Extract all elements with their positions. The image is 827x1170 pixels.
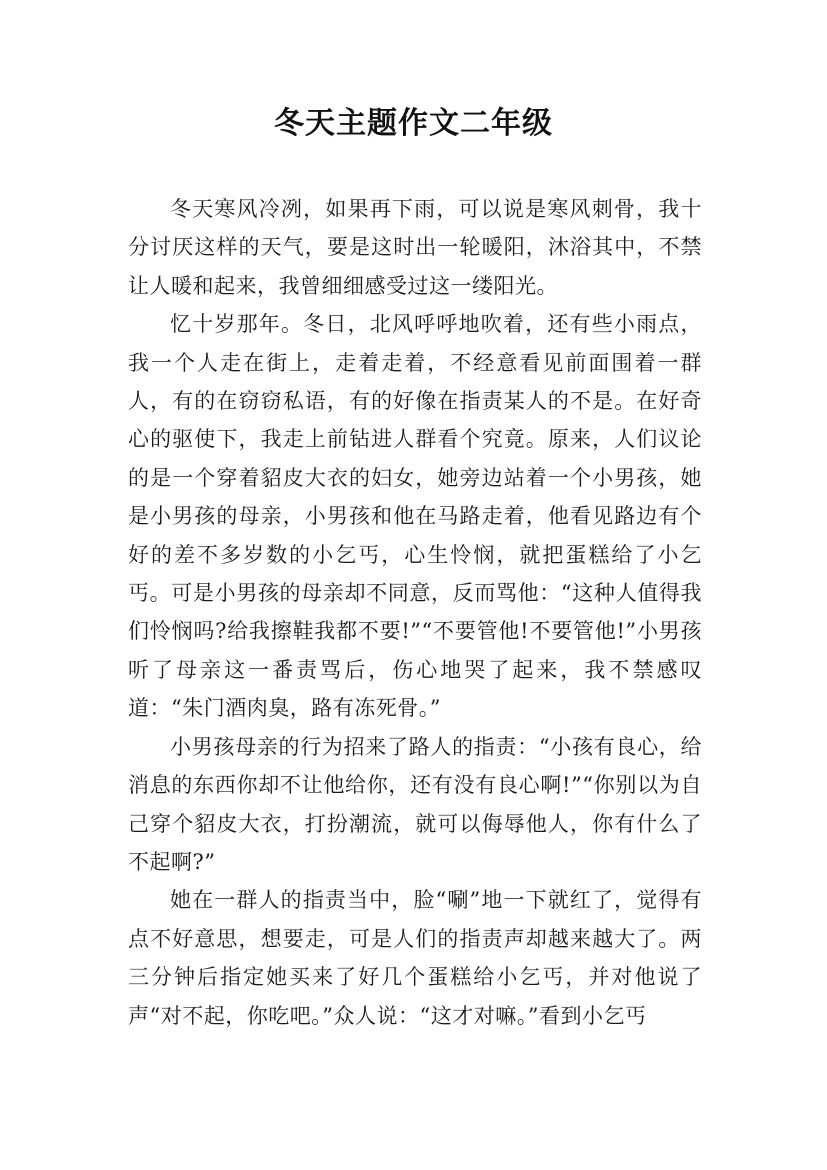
paragraph-4: 她在一群人的指责当中，脸“唰”地一下就红了，觉得有点不好意思，想要走，可是人们的指责声却越来越大了。两三分钟后指定她买来了好几个蛋糕给小乞丐，并对他说了声“对不起，你吃吧。”众人说：“这才对嘛。”看到小乞丐 [128,888,702,1028]
paragraph-1: 冬天寒风冷冽，如果再下雨，可以说是寒风刺骨，我十分讨厌这样的天气，要是这时出一轮暖阳，沐浴其中，不禁让人暖和起来，我曾细细感受过这一缕阳光。 [128,197,702,298]
document-title: 冬天主题作文二年级 [274,106,553,141]
document-body [128,190,702,1035]
paragraph-3: 小男孩母亲的行为招来了路人的指责：“小孩有良心，给消息的东西你却不让他给你，还有没有良心啊!”“你别以为自己穿个貂皮大衣，打扮潮流，就可以侮辱他人，你有什么了不起啊?” [128,734,702,874]
paragraph-2: 忆十岁那年。冬日，北风呼呼地吹着，还有些小雨点，我一个人走在街上，走着走着，不经意看见前面围着一群人，有的在窃窃私语，有的好像在指责某人的不是。在好奇心的驱使下，我走上前钻进人群看个究竟。原来，人们议论的是一个穿着貂皮大衣的妇女，她旁边站着一个小男孩，她是小男孩的母亲，小男孩和他在马路走着，他看见路边有个好的差不多岁数的小乞丐，心生怜悯，就把蛋糕给了小乞丐。可是小男孩的母亲却不同意，反而骂他：“这种人值得我们怜悯吗?给我擦鞋我都不要!”“不要管他!不要管他!”小男孩听了母亲这一番责骂后，伤心地哭了起来，我不禁感叹道：“朱门酒肉臭，路有冻死骨。” [128,312,702,721]
